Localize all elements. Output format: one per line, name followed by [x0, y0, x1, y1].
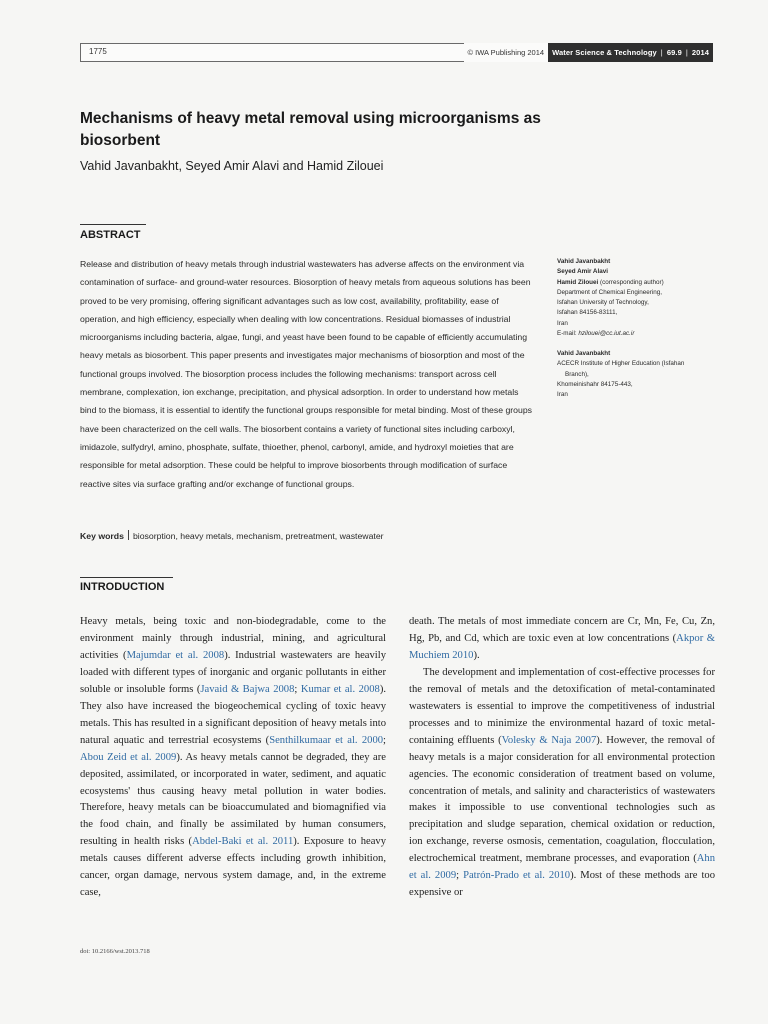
body-column-right	[409, 614, 715, 902]
affil-corresponding: (corresponding author)	[598, 278, 664, 286]
affil2-name: Vahid Javanbakht	[557, 350, 611, 357]
author-list: Vahid Javanbakht, Seyed Amir Alavi and Hamid Zilouei	[80, 159, 384, 173]
citation-link[interactable]: Kumar et al. 2008	[300, 683, 380, 695]
journal-volume: 69.9	[666, 48, 682, 57]
citation-link[interactable]: Akpor & Muchiem 2010	[409, 632, 715, 661]
email-address[interactable]: hzilouei@cc.iut.ac.ir	[578, 330, 635, 338]
journal-year: 2014	[691, 48, 709, 57]
publisher-label: © IWA Publishing 2014	[464, 43, 549, 62]
citation-link[interactable]: Patrón-Prado et al. 2010	[463, 870, 571, 882]
email-label: E-mail:	[557, 330, 579, 338]
affil2-city: Khomeinishahr 84175-443,	[557, 380, 633, 388]
affil-city: Isfahan 84156-83111,	[557, 309, 618, 317]
citation-link[interactable]: Javaid & Bajwa 2008	[200, 683, 295, 695]
citation-link[interactable]: Senthilkumaar et al. 2000	[269, 734, 384, 746]
affiliation-block-2	[557, 349, 717, 400]
abstract-heading: ABSTRACT	[80, 229, 141, 241]
citation-link[interactable]: Ahn et al. 2009	[409, 853, 715, 882]
affil2-branch: Branch),	[565, 370, 589, 378]
affiliation-block-1	[557, 257, 717, 339]
affil-univ: Isfahan University of Technology,	[557, 299, 649, 307]
citation-link[interactable]: Abou Zeid et al. 2009	[80, 751, 177, 763]
affil-name-1: Vahid Javanbakht	[557, 258, 611, 265]
keywords-label: Key words	[80, 531, 124, 541]
body-column-left	[80, 614, 386, 902]
paper-title: Mechanisms of heavy metal removal using microorganisms as biosorbent	[80, 110, 541, 149]
intro-heading: INTRODUCTION	[80, 581, 165, 593]
affil2-country: Iran	[557, 391, 568, 399]
citation-link[interactable]: Volesky & Naja 2007	[501, 734, 597, 746]
abstract-rule	[80, 224, 146, 225]
header-journal-info	[464, 43, 713, 62]
affil-country: Iran	[557, 319, 568, 327]
journal-name: Water Science & Technology	[552, 48, 657, 57]
intro-paragraph-1: Heavy metals, being toxic and non-biodegradable, come to the environment mainly through industrial, mining, and agricultural activities (Majumdar et al. 2008). Industrial wastewaters are heavily loaded with different types of inorganic and organic pollutants in either soluble or insoluble forms (Javaid & Bajwa 2008; Kumar et al. 2008). They also have increased the biogeochemical cycling of toxic heavy metals. This has resulted in a significant deposition of heavy metals into natural aquatic and terrestrial ecosystems (Senthilkumaar et al. 2000; Abou Zeid et al. 2009). As heavy metals cannot be degraded, they are deposited, assimilated, or incorporated in water, sediment, and aquatic ecosystems' thus causing heavy metal pollution in water bodies. Therefore, heavy metals can be bioaccumulated and biomagnified via the food chain, and finally be assimilated by human consumers, resulting in health risks (Abdel-Baki et al. 2011). Exposure to heavy metals causes different adverse effects including growth inhibition, cancer, organ damage, nervous system damage, and, in the extreme case,	[80, 616, 386, 899]
intro-paragraph-2: death. The metals of most immediate concern are Cr, Mn, Fe, Cu, Zn, Hg, Pb, and Cd, which are toxic even at low concentrations (Akpor & Muchiem 2010).	[409, 616, 715, 661]
journal-badge: Water Science & Technology | 69.9 | 2014	[548, 43, 713, 62]
intro-paragraph-3: The development and implementation of cost-effective processes for the removal of metals and the detoxification of metal-contaminated wastewaters is essential to improve the competitiveness of industrial processes and to minimize the environmental hazard of toxic metal-containing effluents (Volesky & Naja 2007). However, the removal of heavy metals is a major consideration for all environmental protection agencies. The economic consideration of treatment based on volume, concentration of metals, and salinity and characteristics of wastewaters makes it impossible to use conventional technologies such as precipitation and sludge separation, chemical oxidation or reduction, ion exchange, reverse osmosis, cementation, coagulation, flocculation, electrochemical treatment, membrane processes, and evaporation (Ahn et al. 2009; Patrón-Prado et al. 2010). Most of these methods are too expensive or	[409, 666, 716, 899]
doi-footer[interactable]: doi: 10.2166/wst.2013.718	[80, 948, 150, 955]
page-number: 1775	[89, 47, 107, 56]
affil2-institute: ACECR Institute of Higher Education (Isfahan	[557, 360, 685, 368]
affil-name-2: Seyed Amir Alavi	[557, 268, 608, 276]
affil-dept: Department of Chemical Engineering,	[557, 288, 663, 296]
citation-link[interactable]: Abdel-Baki et al. 2011	[192, 836, 294, 848]
citation-link[interactable]: Majumdar et al. 2008	[126, 649, 225, 661]
affil-name-3: Hamid Zilouei	[557, 278, 599, 286]
keywords-list: biosorption, heavy metals, mechanism, pretreatment, wastewater	[132, 531, 384, 541]
intro-rule	[80, 577, 173, 578]
keywords-line	[80, 530, 384, 541]
abstract-body: Release and distribution of heavy metals through industrial wastewaters has adverse affects on the environment via contamination of surface- and ground-water resources. Biosorption of heavy metals from aqueous solutions has been proved to be very promising, offering significant advantages such as low cost, availability, profitability, ease of operation, and high efficiency, especially when dealing with low concentrations. Residual biomasses of industrial microorganisms including bacteria, algae, fungi, and yeast have been found to be capable of efficiently accumulating heavy metals as biosorbent. This paper presents and investigates major mechanisms of biosorption and most of the functional groups involved. The biosorption process includes the following mechanisms: transport across cell membrane, complexation, ion exchange, precipitation, and physical adsorption. In order to understand how metals bind to the biomass, it is essential to identify the functional groups responsible for metal binding. Most of these groups have been characterized on the cell walls. The biosorbent contains a variety of functional sites including carboxyl, imidazole, sulfydryl, amino, phosphate, sulfate, thioether, phenol, carbonyl, amide, and hydroxyl moieties that are responsible for metal adsorption. These could be helpful to improve biosorbents through modification of surface reactive sites via surface grafting and/or exchange of functional groups.	[80, 259, 533, 489]
